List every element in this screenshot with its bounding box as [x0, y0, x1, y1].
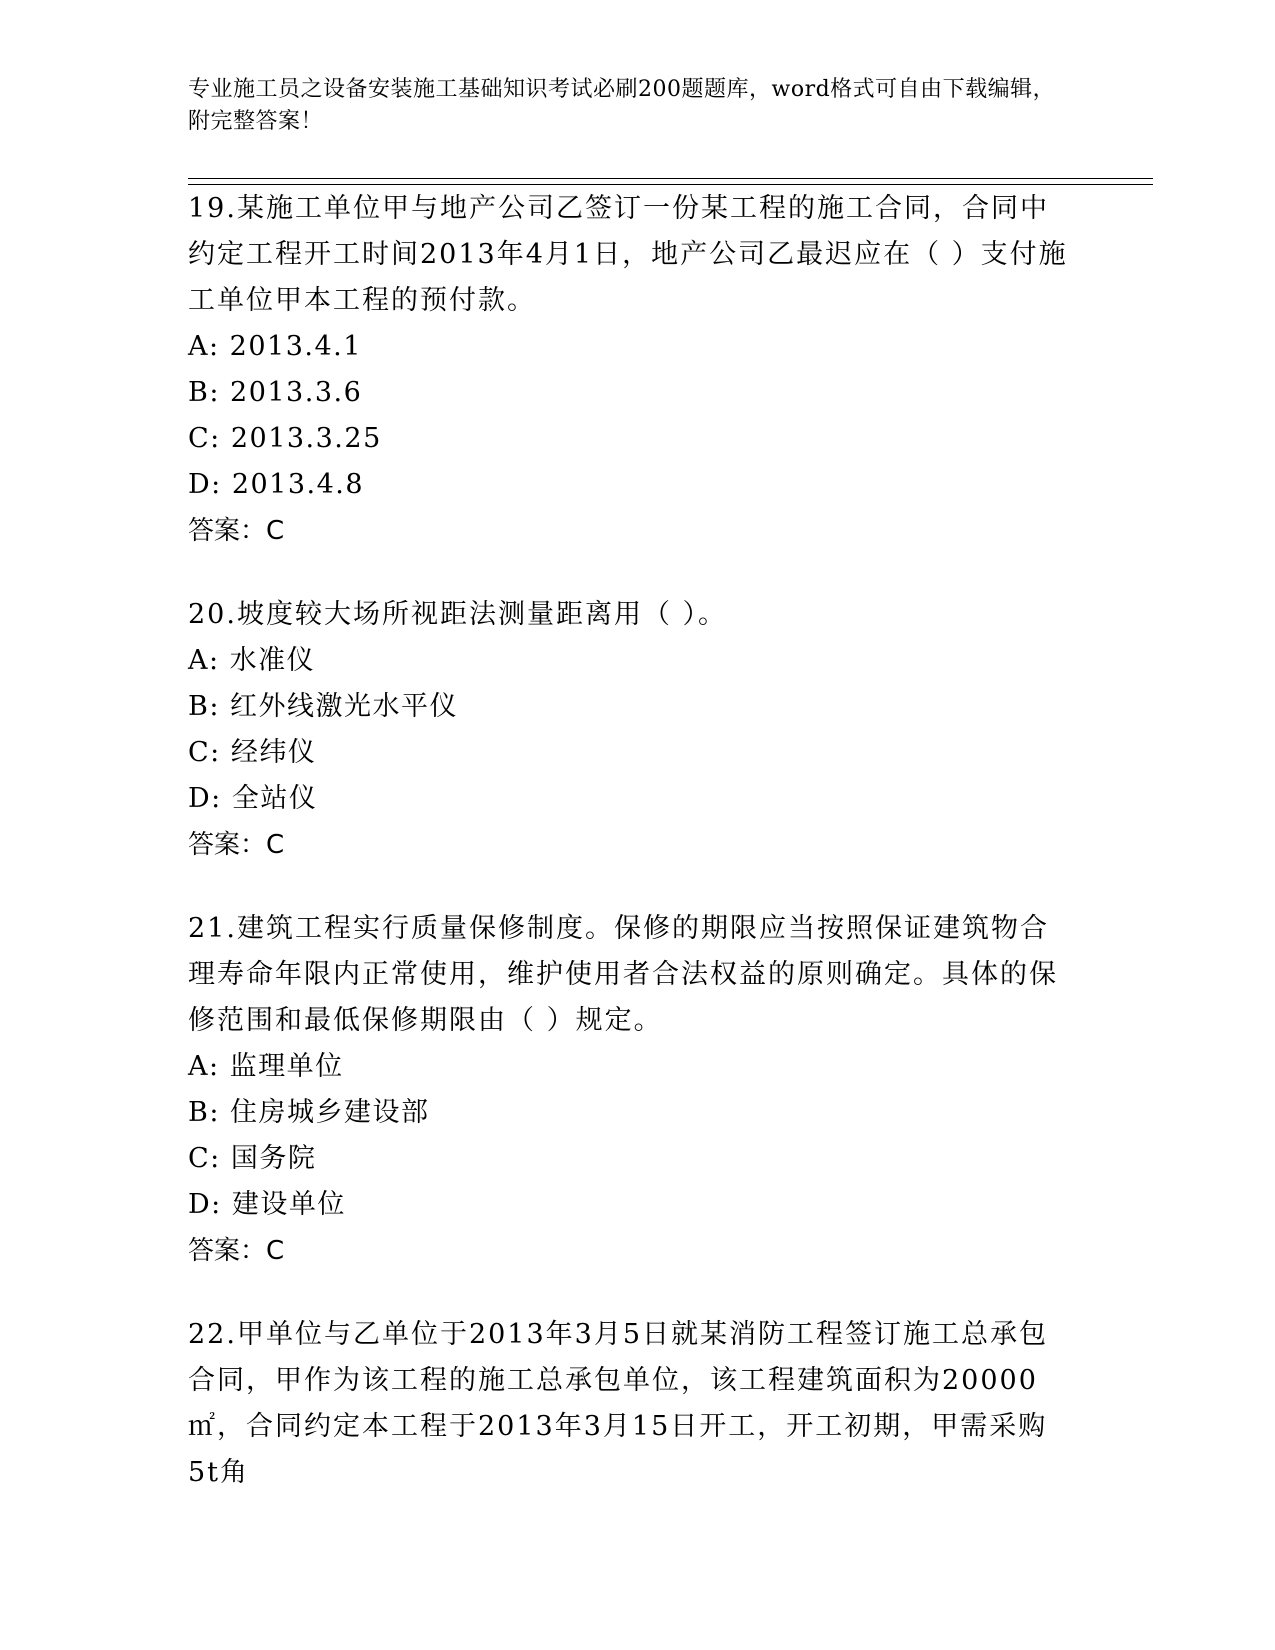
question-list	[188, 186, 1068, 1534]
header-divider-bottom	[188, 184, 1153, 185]
question-20	[188, 592, 1068, 868]
option-c: C: 经纬仪	[188, 737, 317, 768]
option-b: B: 2013.3.6	[188, 377, 363, 408]
option-d: D: 2013.4.8	[188, 469, 365, 500]
question-21	[188, 906, 1068, 1274]
option-b: B: 住房城乡建设部	[188, 1097, 430, 1128]
question-stem: 22.甲单位与乙单位于2013年3月5日就某消防工程签订施工总承包合同，甲作为该工程的施工总承包单位，该工程建筑面积为20000㎡，合同约定本工程于2013年3月15日开工，开工初期，甲需采购5t角	[188, 1319, 1049, 1488]
document-header	[188, 74, 1068, 138]
document-title: 专业施工员之设备安装施工基础知识考试必刷200题题库，word格式可自由下载编辑，附完整答案！	[188, 77, 1056, 134]
option-a: A: 监理单位	[188, 1051, 344, 1082]
answer: 答案：C	[188, 1236, 285, 1266]
option-b: B: 红外线激光水平仪	[188, 691, 459, 722]
question-19	[188, 186, 1068, 554]
option-c: C: 2013.3.25	[188, 423, 382, 454]
option-c: C: 国务院	[188, 1143, 317, 1174]
answer: 答案：C	[188, 830, 285, 860]
option-d: D: 全站仪	[188, 783, 318, 814]
question-stem: 20.坡度较大场所视距法测量距离用（ ）。	[188, 599, 728, 630]
header-divider-top	[188, 178, 1153, 179]
question-22	[188, 1312, 1068, 1496]
option-a: A: 2013.4.1	[188, 331, 362, 362]
question-stem: 19.某施工单位甲与地产公司乙签订一份某工程的施工合同，合同中约定工程开工时间2013年4月1日，地产公司乙最迟应在（ ）支付施工单位甲本工程的预付款。	[188, 193, 1068, 316]
answer: 答案：C	[188, 516, 285, 546]
question-stem: 21.建筑工程实行质量保修制度。保修的期限应当按照保证建筑物合理寿命年限内正常使用，维护使用者合法权益的原则确定。具体的保修范围和最低保修期限由（ ）规定。	[188, 913, 1058, 1036]
option-a: A: 水准仪	[188, 645, 316, 676]
option-d: D: 建设单位	[188, 1189, 346, 1220]
